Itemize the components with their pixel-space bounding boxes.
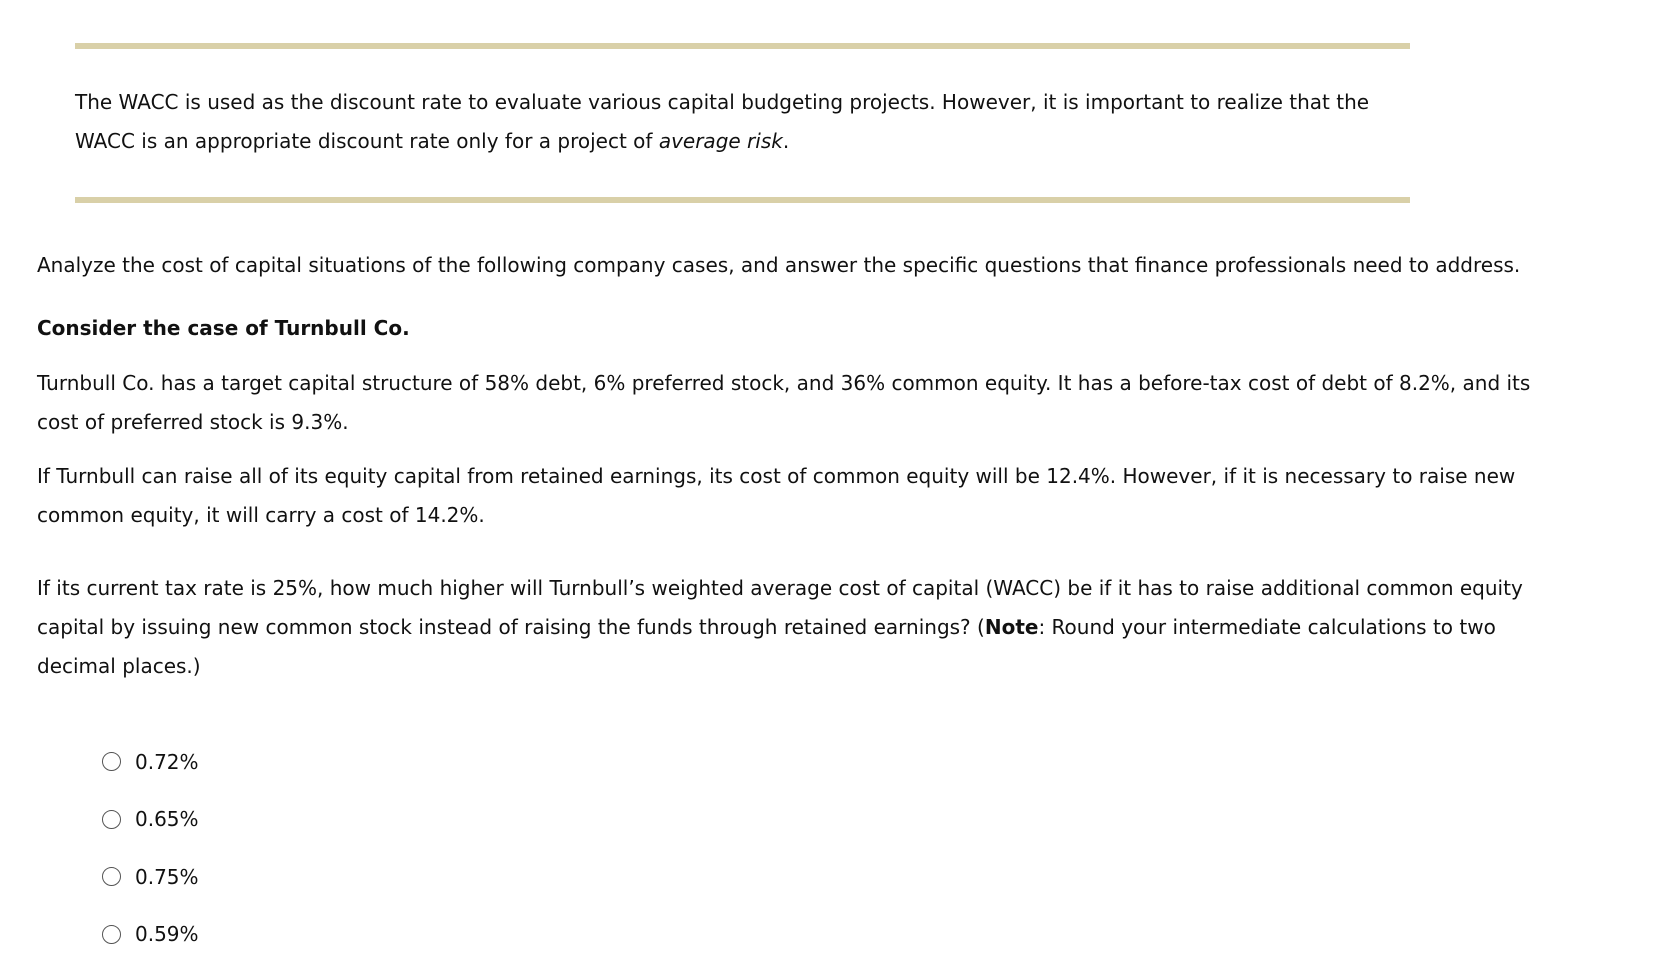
radio-button[interactable] bbox=[102, 925, 121, 944]
callout-text-end: . bbox=[782, 129, 790, 153]
answer-options bbox=[102, 733, 199, 963]
radio-button[interactable] bbox=[102, 752, 121, 771]
callout-text-main: The WACC is used as the discount rate to evaluate various capital budgeting projects. However, it is important to realize that the WACC is an appropriate discount rate only for a project of bbox=[75, 90, 1370, 153]
question-note-text: : Round your intermediate calculations to two decimal places.) bbox=[37, 615, 1496, 678]
case-paragraph-1: Turnbull Co. has a target capital structure of 58% debt, 6% preferred stock, and 36% common equity. It has a before-tax cost of debt of 8.2%, and its cost of preferred stock is 9.3%. bbox=[37, 371, 1531, 434]
question-main: If its current tax rate is 25%, how much higher will Turnbull’s weighted average cost of capital (WACC) be if it has to raise additional common equity capital by issuing new common stock instead of raising the funds through retained earnings? ( bbox=[37, 576, 1523, 639]
callout-text bbox=[75, 83, 1410, 161]
intro-text: Analyze the cost of capital situations of the following company cases, and answer the specific questions that finance professionals need to address. bbox=[37, 253, 1521, 277]
case-paragraph-2: If Turnbull can raise all of its equity capital from retained earnings, its cost of common equity will be 12.4%. However, if it is necessary to raise new common equity, it will carry a cost of 14.2%. bbox=[37, 464, 1516, 527]
case-heading: Consider the case of Turnbull Co. bbox=[37, 316, 410, 340]
option-label: 0.59% bbox=[135, 922, 199, 947]
callout-emphasis: average risk bbox=[658, 129, 783, 153]
top-divider bbox=[75, 43, 1410, 49]
answer-option[interactable] bbox=[102, 791, 199, 849]
option-label: 0.75% bbox=[135, 864, 199, 889]
radio-button[interactable] bbox=[102, 867, 121, 886]
answer-option[interactable] bbox=[102, 848, 199, 906]
option-label: 0.65% bbox=[135, 807, 199, 832]
bottom-divider bbox=[75, 197, 1410, 203]
option-label: 0.72% bbox=[135, 749, 199, 774]
callout-box bbox=[75, 43, 1410, 203]
answer-option[interactable] bbox=[102, 733, 199, 791]
question-text bbox=[37, 569, 1532, 686]
answer-option[interactable] bbox=[102, 906, 199, 964]
radio-button[interactable] bbox=[102, 810, 121, 829]
note-label: Note bbox=[984, 615, 1039, 639]
